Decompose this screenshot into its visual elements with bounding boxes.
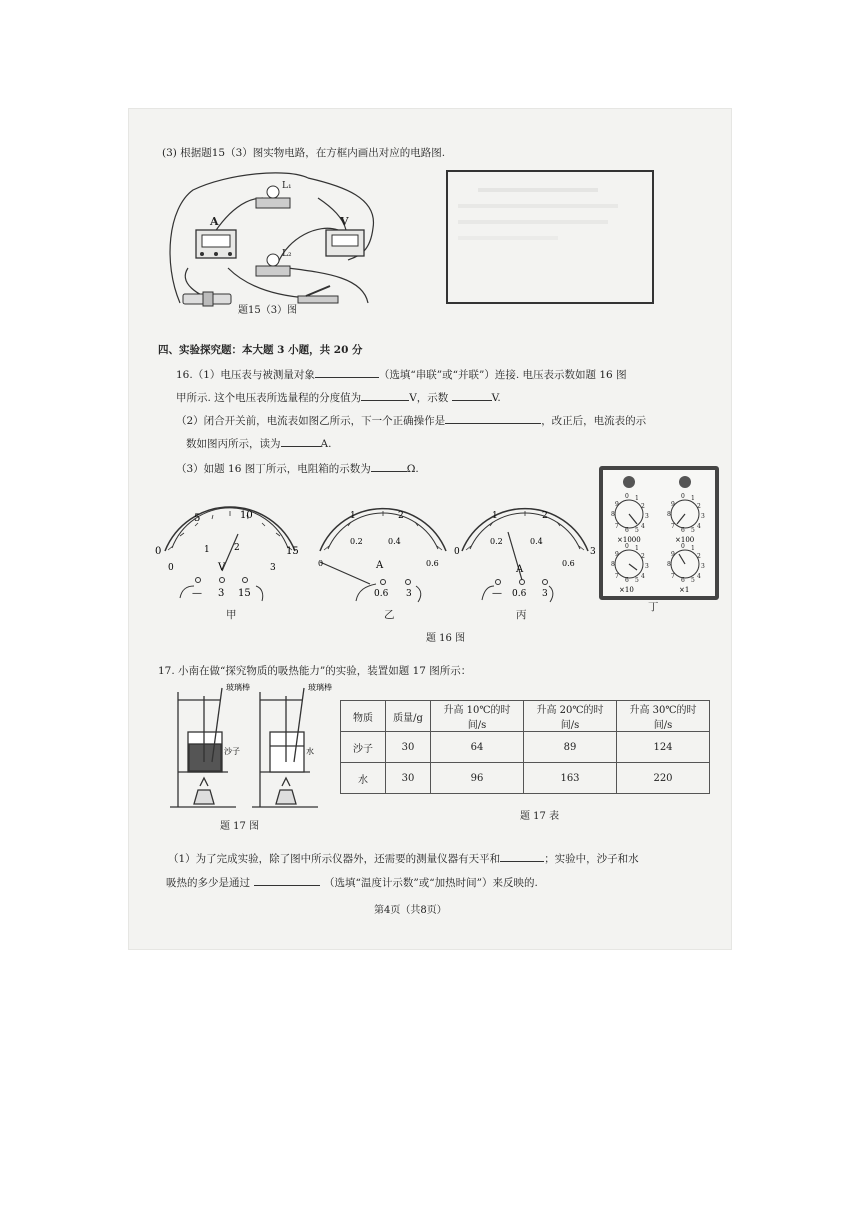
meter-yi-outer-2: 2	[398, 511, 404, 521]
q16-line3a: （2）闭合开关前，电流表如图乙所示，下一个正确操作是	[176, 415, 446, 427]
q16-line3	[176, 412, 646, 428]
q16-line1b: （选填“串联”或“并联”）连接. 电压表示数如题 16 图	[378, 369, 627, 381]
q17-blank-method[interactable]	[254, 874, 320, 886]
svg-text:6: 6	[681, 527, 685, 534]
meter-bing-outer-0: 0	[454, 547, 460, 557]
bleed-through-decor	[458, 180, 638, 252]
meter-jia-outer-0: 0	[155, 546, 162, 557]
q16-line1	[176, 366, 627, 382]
table-cell: 30	[386, 732, 431, 763]
table-header-row	[341, 701, 710, 732]
svg-text:2: 2	[697, 503, 701, 510]
svg-text:0: 0	[681, 543, 685, 550]
svg-text:2: 2	[641, 503, 645, 510]
table-cell: 64	[431, 732, 524, 763]
rod-right-label: 玻璃棒	[308, 683, 332, 692]
resistance-box-dials	[603, 470, 715, 596]
q16-line3b: ，改正后，电流表的示	[541, 415, 647, 427]
q16-blank-reading[interactable]	[452, 389, 492, 401]
meter-bing	[450, 506, 600, 606]
q16-blank-resistance[interactable]	[371, 460, 407, 472]
meter-yi-terminal-3: 3	[406, 589, 412, 599]
meter-bing-inner-06: 0.6	[562, 559, 575, 568]
meter-jia-inner-2: 2	[234, 543, 240, 553]
battery-icon	[183, 292, 231, 306]
meter-jia-outer-5: 5	[194, 513, 201, 524]
svg-text:2: 2	[697, 553, 701, 560]
q16-line1a: 16.（1）电压表与被测量对象	[176, 369, 315, 381]
svg-text:1: 1	[635, 545, 639, 552]
q17-q1-line2	[166, 874, 538, 890]
q15-circuit-figure	[168, 168, 388, 308]
svg-text:0: 0	[625, 493, 629, 500]
svg-text:1: 1	[691, 495, 695, 502]
section4-heading: 四、实验探究题：本大题 3 小题，共 20 分	[158, 344, 363, 356]
svg-text:6: 6	[681, 577, 685, 584]
resistance-box-label: 丁	[648, 601, 659, 613]
table-cell: 89	[524, 732, 617, 763]
multiplier-1: ×1	[679, 586, 690, 594]
svg-text:0: 0	[681, 493, 685, 500]
q17-blank-instrument[interactable]	[500, 850, 544, 862]
svg-text:4: 4	[641, 523, 645, 530]
svg-text:1: 1	[691, 545, 695, 552]
q17-table-caption: 题 17 表	[520, 811, 560, 822]
water-label: 水	[306, 747, 314, 756]
q17-intro: 17. 小南在做“探究物质的吸热能力”的实验，装置如题 17 图所示：	[158, 665, 472, 677]
table-cell: 沙子	[341, 732, 386, 763]
meter-jia-terminal-3: 3	[218, 588, 225, 599]
ammeter-icon	[196, 230, 236, 258]
meter-bing-terminal-neg: —	[492, 588, 502, 599]
q16-line4a: 数如图丙所示，读为	[186, 438, 281, 450]
q16-line2b: V，示数	[409, 392, 449, 404]
meter-bing-inner-04: 0.4	[530, 537, 543, 546]
meter-jia-unit: V	[218, 562, 226, 573]
meter-bing-outer-1: 1	[492, 511, 498, 521]
svg-text:4: 4	[697, 573, 701, 580]
meter-jia-inner-0: 0	[168, 563, 174, 573]
q17-table-wrap	[340, 700, 710, 794]
table-header-cell: 物质	[341, 701, 386, 732]
table-cell: 220	[617, 763, 710, 794]
table-cell: 124	[617, 732, 710, 763]
voltmeter-icon	[326, 230, 364, 256]
svg-text:3: 3	[645, 513, 649, 520]
q16-line5b: Ω.	[406, 463, 419, 475]
q17-q1b: ；实验中，沙子和水	[544, 853, 639, 865]
lamp-l2-label: L₂	[282, 249, 292, 259]
svg-text:3: 3	[645, 563, 649, 570]
meter-bing-terminal-3: 3	[542, 589, 548, 599]
q16-blank-connection[interactable]	[315, 366, 379, 378]
table-row	[341, 763, 710, 794]
q17-data-table	[340, 700, 710, 794]
table-cell: 96	[431, 763, 524, 794]
table-header-cell: 升高 20℃的时间/s	[524, 701, 617, 732]
q17-apparatus-figure	[164, 682, 344, 812]
meter-jia-inner-1: 1	[204, 545, 210, 555]
svg-text:7: 7	[615, 573, 619, 580]
svg-text:3: 3	[701, 513, 705, 520]
q16-line5a: （3）如题 16 图丁所示，电阻箱的示数为	[176, 463, 371, 475]
sand-label: 沙子	[224, 747, 240, 756]
q16-line2a: 甲所示. 这个电压表所选量程的分度值为	[176, 392, 362, 404]
q17-q1d: （选填“温度计示数”或“加热时间”）来反映的.	[324, 877, 538, 889]
scanned-page	[128, 108, 732, 950]
rod-left-label: 玻璃棒	[226, 683, 250, 692]
svg-text:7: 7	[671, 573, 675, 580]
meter-yi-inner-0: 0	[318, 559, 324, 568]
q16-line2c: V.	[491, 392, 501, 404]
q16-blank-operation[interactable]	[445, 412, 541, 424]
meter-yi-inner-06: 0.6	[426, 559, 439, 568]
ammeter-label: A	[210, 215, 219, 228]
svg-text:4: 4	[697, 523, 701, 530]
page-footer: 第4页（共8页）	[374, 905, 447, 916]
table-cell: 水	[341, 763, 386, 794]
meter-bing-outer-3: 3	[590, 547, 596, 557]
svg-text:8: 8	[667, 511, 671, 518]
meter-yi-inner-02: 0.2	[350, 537, 363, 546]
meter-jia-label: 甲	[226, 609, 237, 621]
svg-text:8: 8	[611, 561, 615, 568]
svg-text:8: 8	[667, 561, 671, 568]
q16-blank-current[interactable]	[281, 435, 321, 447]
q15-text: (3) 根据题15（3）图实物电路，在方框内画出对应的电路图.	[162, 147, 446, 159]
q15-caption: 题15（3）图	[238, 305, 298, 316]
meter-yi-terminal-06: 0.6	[374, 589, 389, 599]
meter-yi-outer-1: 1	[350, 511, 356, 521]
svg-text:7: 7	[615, 523, 619, 530]
q17-figure-caption: 题 17 图	[220, 821, 260, 832]
svg-text:1: 1	[635, 495, 639, 502]
q17-q1-line1	[168, 850, 639, 866]
meter-yi-inner-04: 0.4	[388, 537, 401, 546]
svg-text:0: 0	[625, 543, 629, 550]
table-row	[341, 732, 710, 763]
svg-text:8: 8	[611, 511, 615, 518]
table-header-cell: 升高 30℃的时间/s	[617, 701, 710, 732]
meter-bing-terminal-06: 0.6	[512, 589, 527, 599]
svg-text:5: 5	[691, 527, 695, 534]
q17-q1a: （1）为了完成实验，除了图中所示仪器外，还需要的测量仪器有天平和	[168, 853, 501, 865]
resistance-box	[599, 466, 719, 600]
svg-text:5: 5	[635, 527, 639, 534]
table-cell: 163	[524, 763, 617, 794]
meter-jia-outer-15: 15	[286, 546, 299, 557]
q16-blank-division[interactable]	[361, 389, 409, 401]
meter-jia-terminal-neg: —	[192, 588, 202, 599]
svg-text:9: 9	[671, 501, 675, 508]
meter-jia	[150, 506, 310, 606]
svg-text:9: 9	[671, 551, 675, 558]
svg-text:2: 2	[641, 553, 645, 560]
meter-jia-outer-10: 10	[240, 510, 253, 521]
svg-text:5: 5	[691, 577, 695, 584]
svg-text:9: 9	[615, 501, 619, 508]
q16-line2	[176, 389, 501, 405]
table-header-cell: 质量/g	[386, 701, 431, 732]
meter-jia-terminal-15: 15	[238, 588, 251, 599]
meter-bing-outer-2: 2	[542, 511, 548, 521]
svg-text:3: 3	[701, 563, 705, 570]
q16-caption: 题 16 图	[426, 633, 466, 644]
multiplier-1000: ×1000	[617, 536, 641, 544]
svg-text:6: 6	[625, 527, 629, 534]
switch-icon	[298, 286, 338, 303]
svg-text:6: 6	[625, 577, 629, 584]
q16-line4b: A.	[320, 438, 332, 450]
voltmeter-label: V	[340, 215, 349, 228]
svg-text:5: 5	[635, 577, 639, 584]
meter-yi-unit: A	[376, 560, 384, 571]
svg-text:9: 9	[615, 551, 619, 558]
q16-line5	[176, 460, 419, 476]
table-header-cell: 升高 10℃的时间/s	[431, 701, 524, 732]
multiplier-100: ×100	[675, 536, 695, 544]
multiplier-10: ×10	[619, 586, 634, 594]
table-cell: 30	[386, 763, 431, 794]
meter-yi	[308, 506, 458, 606]
q16-line4	[186, 435, 331, 451]
q17-q1c: 吸热的多少是通过	[166, 877, 250, 889]
svg-text:7: 7	[671, 523, 675, 530]
meter-bing-inner-02: 0.2	[490, 537, 503, 546]
svg-text:4: 4	[641, 573, 645, 580]
meter-jia-inner-3: 3	[270, 563, 276, 573]
meter-bing-label: 丙	[516, 609, 527, 621]
meter-yi-label: 乙	[384, 609, 395, 621]
lamp-l1-label: L₁	[282, 181, 292, 191]
meter-bing-unit: A	[516, 564, 524, 575]
